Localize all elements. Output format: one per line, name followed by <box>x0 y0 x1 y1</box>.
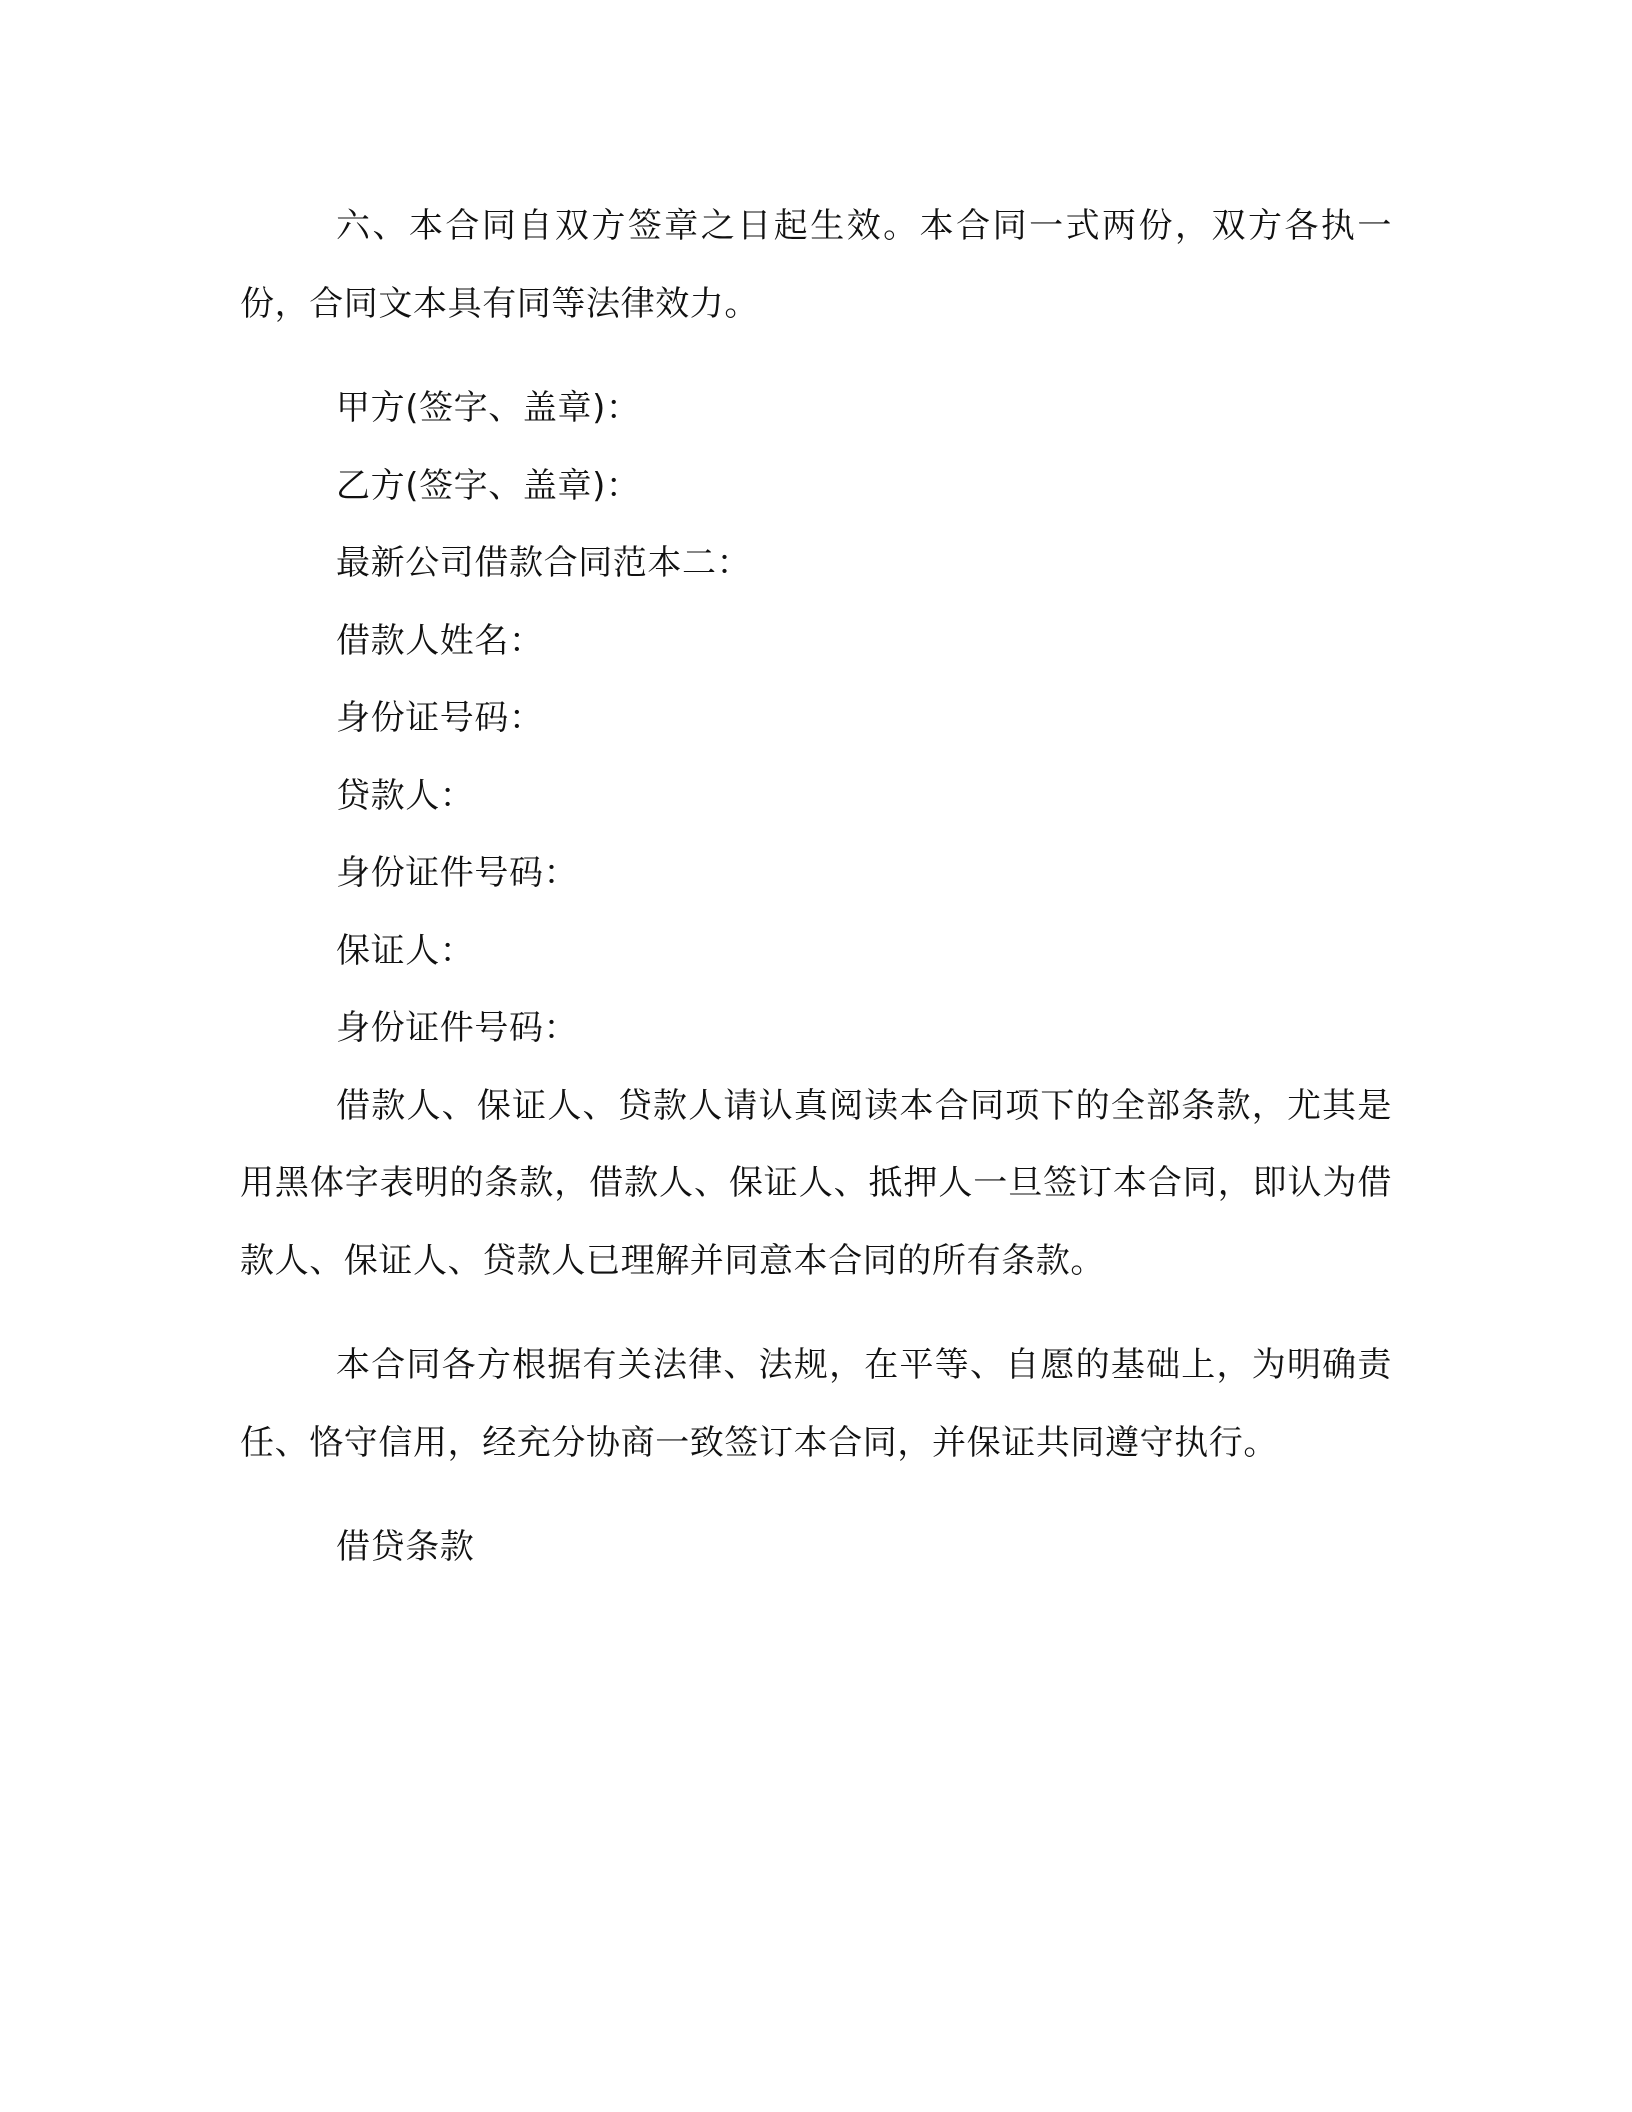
loan-terms-heading: 借贷条款 <box>336 1527 475 1567</box>
lender-id-field: 身份证件号码： <box>336 853 579 893</box>
borrower-id-field: 身份证号码： <box>336 698 544 738</box>
party-a-signature-line: 甲方(签字、盖章)： <box>336 388 641 428</box>
borrower-name-field: 借款人姓名： <box>336 620 544 661</box>
template-two-heading: 最新公司借款合同范本二： <box>336 543 752 583</box>
guarantor-field: 保证人： <box>336 930 475 971</box>
lender-field: 贷款人： <box>336 775 475 816</box>
guarantor-id-field: 身份证件号码： <box>336 1008 579 1048</box>
document-body <box>240 188 1392 1587</box>
reading-notice-paragraph: 借款人、保证人、贷款人请认真阅读本合同项下的全部条款，尤其是用黑体字表明的条款，借款人、保证人、抵押人一旦签订本合同，即认为借款人、保证人、贷款人已理解并同意本合同的所有条款。 <box>240 1085 1392 1281</box>
agreement-basis-paragraph: 本合同各方根据有关法律、法规，在平等、自愿的基础上，为明确责任、恪守信用，经充分协商一致签订本合同，并保证共同遵守执行。 <box>240 1345 1392 1463</box>
party-b-signature-line: 乙方(签字、盖章)： <box>336 465 641 506</box>
clause-six-paragraph: 六、本合同自双方签章之日起生效。本合同一式两份，双方各执一份，合同文本具有同等法律效力。 <box>240 206 1392 324</box>
